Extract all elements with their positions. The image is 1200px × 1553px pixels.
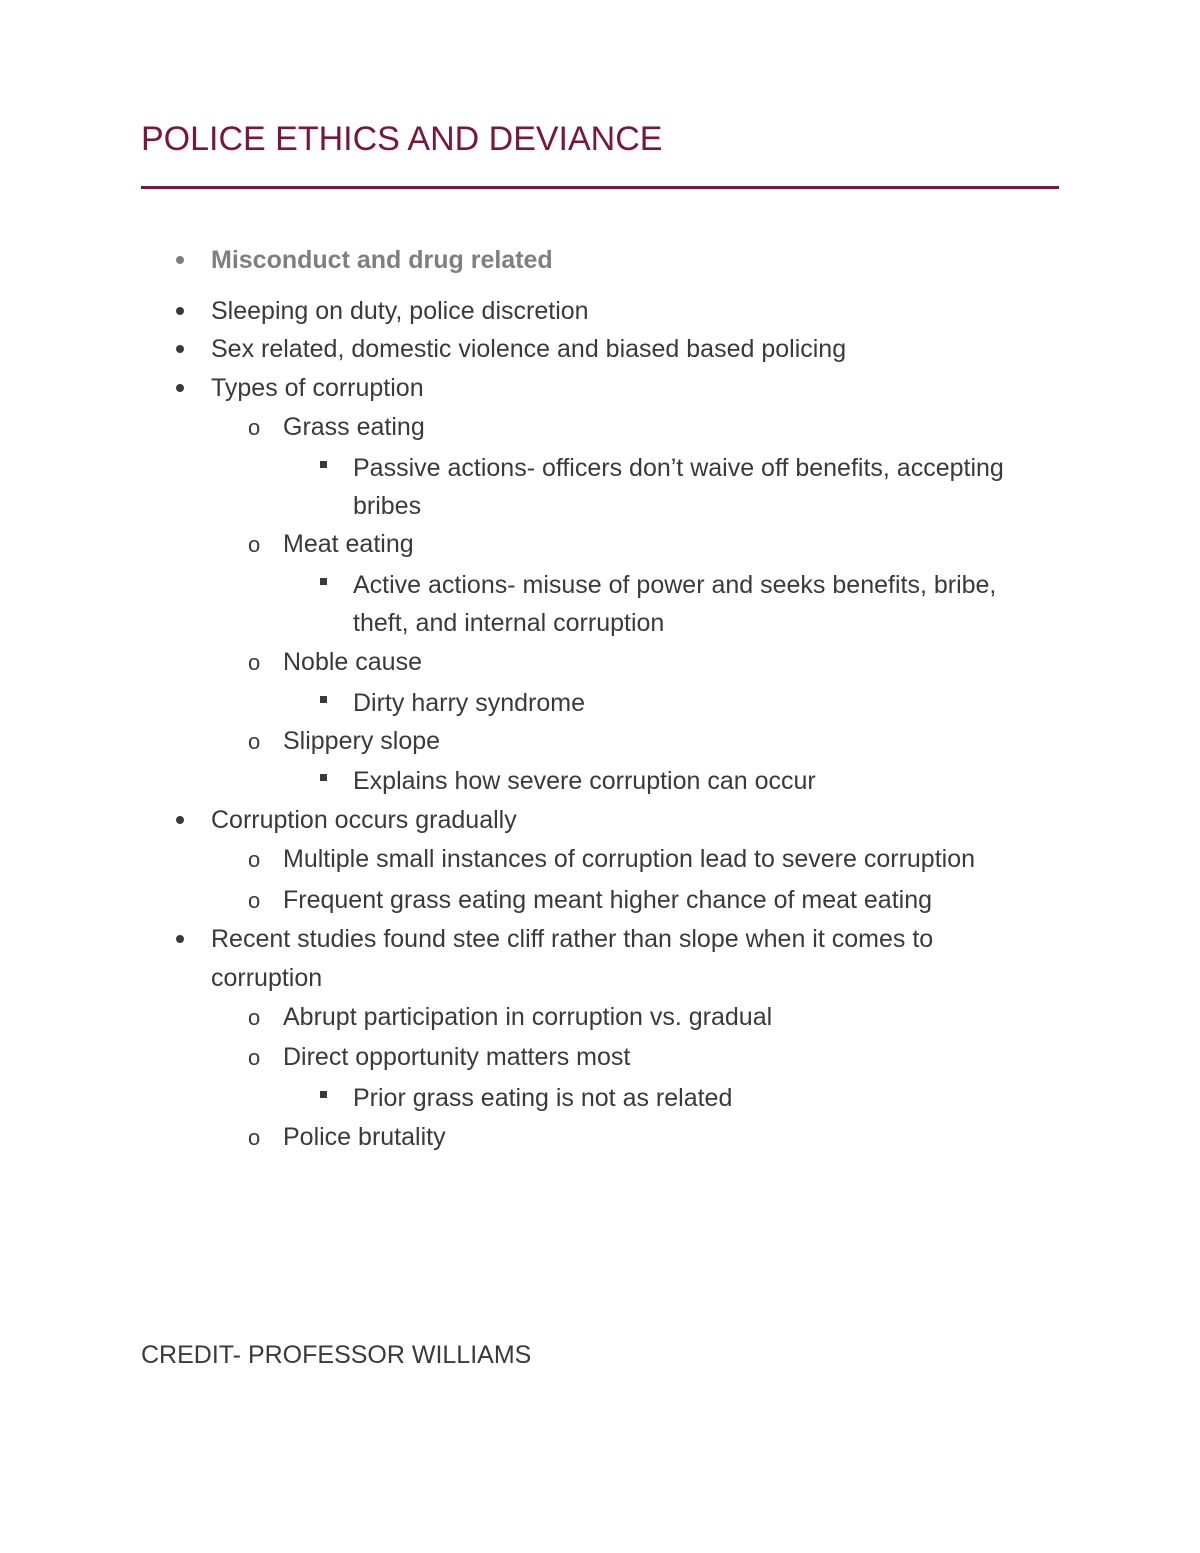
list-item-sex-related: Sex related, domestic violence and biased based policing <box>211 335 847 363</box>
list-item-passive-actions-cont: bribes <box>353 492 422 520</box>
circle-bullet-icon: o <box>248 650 261 675</box>
bullet-icon <box>176 307 184 315</box>
circle-bullet-icon: o <box>248 1125 261 1150</box>
document-title: POLICE ETHICS AND DEVIANCE <box>141 120 663 158</box>
bullet-icon <box>176 384 184 392</box>
list-item-passive-actions: Passive actions- officers don’t waive off benefits, accepting <box>353 454 1004 482</box>
bullet-icon <box>176 935 184 943</box>
credit-line: CREDIT- PROFESSOR WILLIAMS <box>141 1341 532 1369</box>
list-item-noble-cause: Noble cause <box>283 648 422 676</box>
list-item-abrupt: Abrupt participation in corruption vs. gradual <box>283 1003 773 1031</box>
square-bullet-icon <box>320 461 327 468</box>
circle-bullet-icon: o <box>248 729 261 754</box>
circle-bullet-icon: o <box>248 1045 261 1070</box>
list-item-corruption-gradually: Corruption occurs gradually <box>211 806 517 834</box>
list-item-multiple-small: Multiple small instances of corruption lead to severe corruption <box>283 845 976 873</box>
list-item-types-of-corruption: Types of corruption <box>211 374 424 402</box>
list-item-recent-studies: Recent studies found stee cliff rather than slope when it comes to <box>211 925 934 953</box>
list-item-slippery-slope: Slippery slope <box>283 727 441 755</box>
bullet-icon <box>176 816 184 824</box>
circle-bullet-icon: o <box>248 415 261 440</box>
circle-bullet-icon: o <box>248 1005 261 1030</box>
list-item-direct-opportunity: Direct opportunity matters most <box>283 1043 631 1071</box>
square-bullet-icon <box>320 1091 327 1098</box>
list-item-active-actions-cont: theft, and internal corruption <box>353 609 665 637</box>
bullet-icon <box>176 256 184 264</box>
list-item-recent-studies-cont: corruption <box>211 964 323 992</box>
list-item-frequent-grass: Frequent grass eating meant higher chance of meat eating <box>283 886 933 914</box>
list-item-prior-grass: Prior grass eating is not as related <box>353 1084 733 1112</box>
list-item-misconduct: Misconduct and drug related <box>211 246 553 274</box>
square-bullet-icon <box>320 696 327 703</box>
square-bullet-icon <box>320 578 327 585</box>
list-item-explains-severe: Explains how severe corruption can occur <box>353 767 816 795</box>
list-item-active-actions: Active actions- misuse of power and seeks benefits, bribe, <box>353 571 997 599</box>
square-bullet-icon <box>320 774 327 781</box>
list-item-sleeping: Sleeping on duty, police discretion <box>211 297 589 325</box>
list-item-grass-eating: Grass eating <box>283 413 425 441</box>
list-item-meat-eating: Meat eating <box>283 530 414 558</box>
bullet-icon <box>176 345 184 353</box>
list-item-police-brutality: Police brutality <box>283 1123 446 1151</box>
circle-bullet-icon: o <box>248 532 261 557</box>
title-divider <box>141 186 1059 189</box>
circle-bullet-icon: o <box>248 847 261 872</box>
circle-bullet-icon: o <box>248 888 261 913</box>
list-item-dirty-harry: Dirty harry syndrome <box>353 689 585 717</box>
